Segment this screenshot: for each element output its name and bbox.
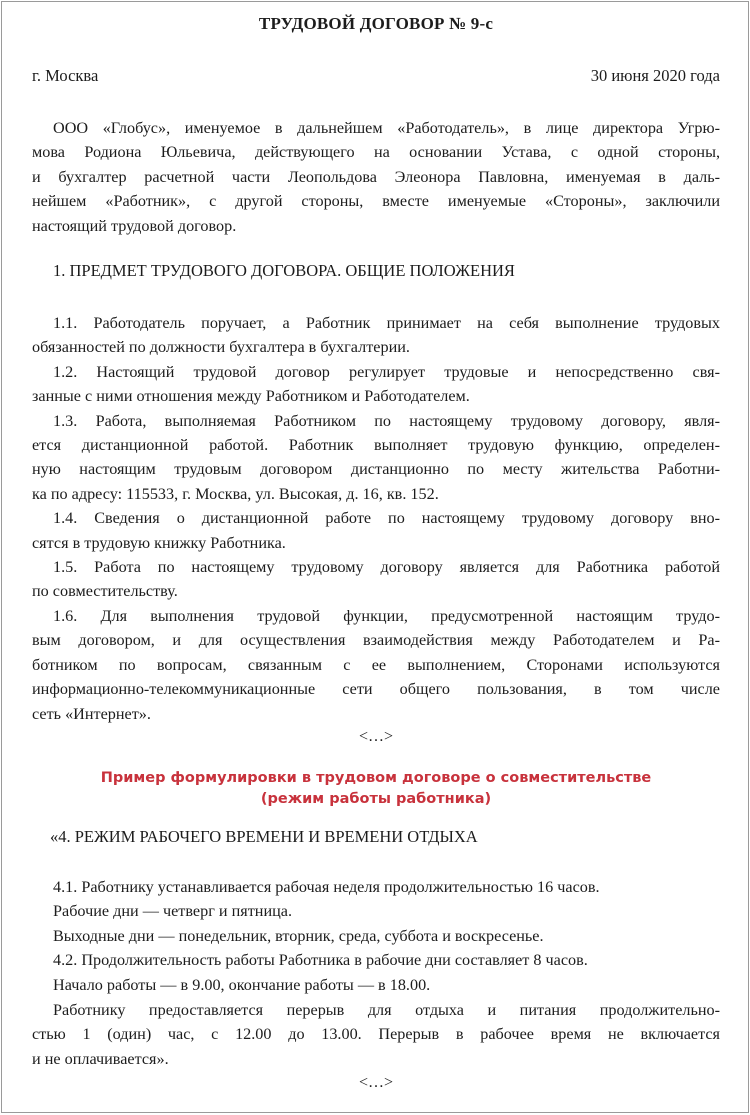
clause-line: ка по адресу: 115533, г. Москва, ул. Высокая, д. 16, кв. 152.: [32, 484, 439, 503]
clause-line: Начало работы — в 9.00, окончание работы — в 18.00.: [53, 975, 431, 994]
section-1-heading: 1. ПРЕДМЕТ ТРУДОВОГО ДОГОВОРА. ОБЩИЕ ПОЛОЖЕНИЯ: [53, 261, 515, 280]
intro-line: настоящий трудовой договор.: [32, 216, 237, 235]
intro-line: нейшем «Работник», с другой стороны, вместе именуемые «Стороны», заключили: [32, 192, 720, 211]
clause-line: стью 1 (один) час, с 12.00 до 13.00. Перерыв в рабочее время не включается: [32, 1025, 720, 1044]
intro-line: и бухгалтер расчетной части Леопольдова Элеонора Павловна, именуемая в даль-: [32, 167, 720, 186]
clause-line: информационно-телекоммуникационные сети общего пользования, в том числе: [32, 680, 720, 699]
clause-line: занные с ними отношения между Работником и Работодателем.: [32, 387, 470, 406]
clause-line: ется дистанционной работой. Работник выполняет трудовую функцию, определен-: [32, 436, 720, 455]
example-caption-line: Пример формулировки в трудовом договоре о совместительстве: [100, 770, 652, 786]
section-1-body: [32, 311, 720, 726]
clause-line: 1.3. Работа, выполняемая Работником по настоящему трудовому договору, явля-: [53, 411, 720, 430]
clause-line: 4.2. Продолжительность работы Работника в рабочие дни составляет 8 часов.: [53, 951, 588, 970]
break-paragraph: [32, 998, 720, 1071]
document-page: [1, 1, 749, 1113]
omission-mark: <…>: [358, 1074, 394, 1091]
clause-line: 1.2. Настоящий трудовой договор регулирует трудовые и непосредственно свя-: [53, 362, 720, 381]
clause-line: и не оплачивается».: [32, 1049, 169, 1068]
clause-line: Работнику предоставляется перерыв для отдыха и питания продолжительно-: [53, 1001, 720, 1019]
clause-line: сятся в трудовую книжку Работника.: [32, 533, 286, 552]
example-caption: [32, 768, 720, 810]
omission-mark: <…>: [358, 728, 394, 745]
clause-line: Рабочие дни — четверг и пятница.: [53, 902, 293, 921]
section-4-body: [53, 875, 720, 997]
clause-line: ную настоящим трудовым договором дистанционно по месту жительства Работни-: [32, 460, 720, 479]
clause-line: по совместительству.: [32, 582, 178, 601]
intro-paragraph: [32, 116, 720, 238]
clause-line: вым договором, и для осуществления взаимодействия между Работодателем и Ра-: [32, 631, 720, 650]
clause-line: 1.5. Работа по настоящему трудовому договору является для Работника работой: [53, 558, 720, 577]
contract-title: ТРУДОВОЙ ДОГОВОР № 9-с: [258, 14, 494, 33]
intro-line: ООО «Глобус», именуемое в дальнейшем «Работодатель», в лице директора Угрю-: [53, 119, 720, 137]
example-caption-line: (режим работы работника): [260, 791, 492, 807]
contract-city: г. Москва: [32, 66, 99, 85]
clause-line: 4.1. Работнику устанавливается рабочая неделя продолжительностью 16 часов.: [53, 878, 600, 896]
contract-date: 30 июня 2020 года: [590, 66, 720, 85]
clause-line: 1.6. Для выполнения трудовой функции, предусмотренной настоящим трудо-: [53, 606, 720, 625]
clause-line: сеть «Интернет».: [32, 704, 151, 723]
section-4-heading: «4. РЕЖИМ РАБОЧЕГО ВРЕМЕНИ И ВРЕМЕНИ ОТДЫХА: [50, 827, 478, 846]
clause-line: ботником по вопросам, связанным с ее выполнением, Сторонами используются: [32, 655, 720, 674]
intro-line: мова Родиона Юльевича, действующего на основании Устава, с одной стороны,: [32, 143, 720, 162]
clause-line: 1.1. Работодатель поручает, а Работник принимает на себя выполнение трудовых: [53, 314, 720, 332]
clause-line: обязанностей по должности бухгалтера в бухгалтерии.: [32, 338, 410, 357]
place-date-row: [32, 66, 720, 86]
clause-line: 1.4. Сведения о дистанционной работе по настоящему трудовому договору вно-: [53, 509, 720, 528]
clause-line: Выходные дни — понедельник, вторник, среда, суббота и воскресенье.: [53, 926, 544, 945]
